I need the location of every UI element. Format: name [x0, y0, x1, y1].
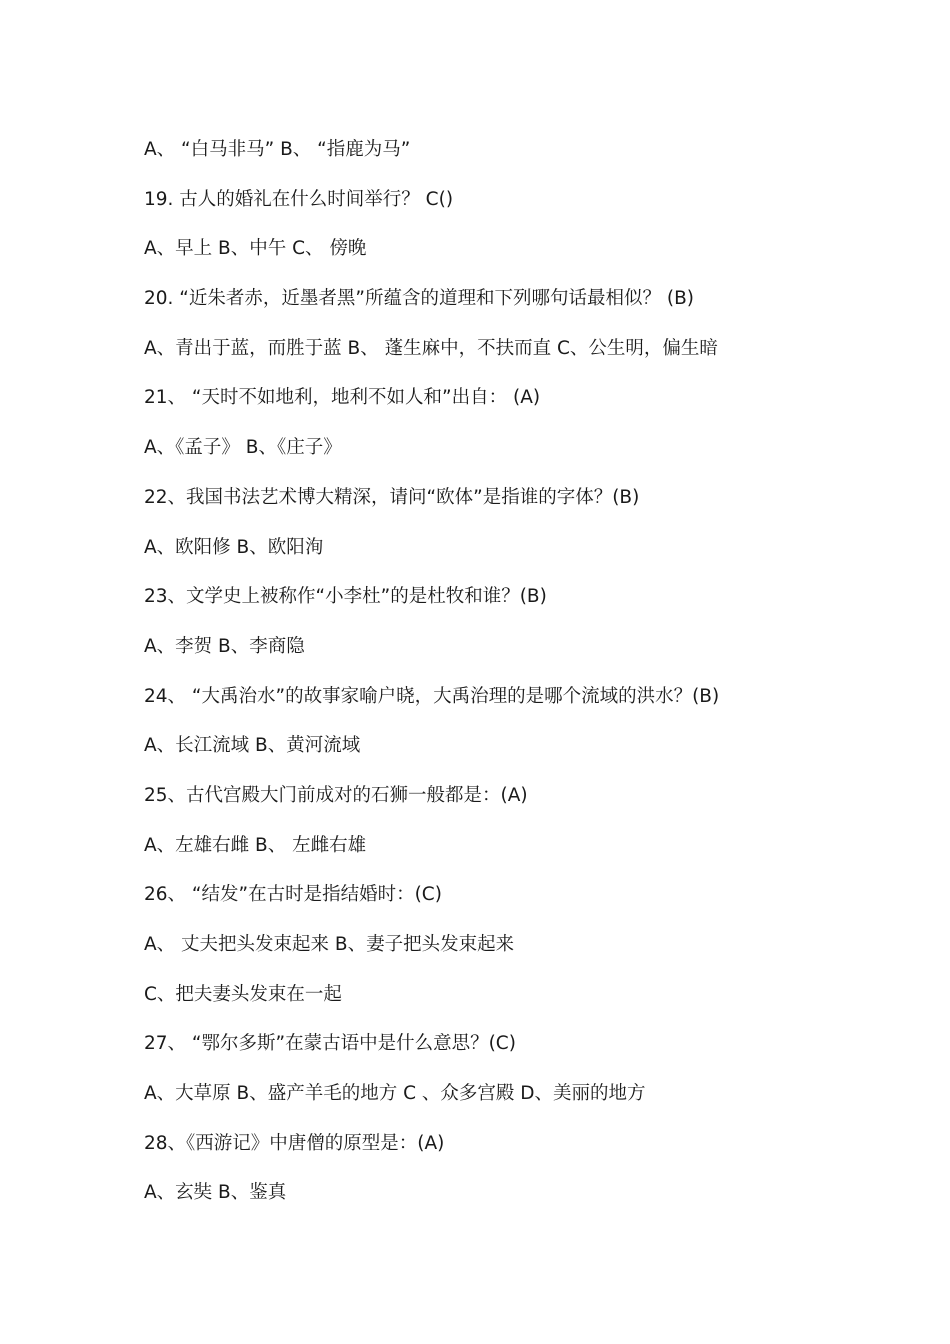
- question-line: 23、文学史上被称作“小李杜”的是杜牧和谁？(B): [144, 586, 547, 608]
- options-line: A、欧阳修 B、欧阳洵: [144, 536, 324, 558]
- options-line: A、大草原 B、盛产羊毛的地方 C 、众多宫殿 D、美丽的地方: [144, 1083, 646, 1105]
- question-line: 28、《西游记》中唐僧的原型是：(A): [144, 1132, 445, 1154]
- question-line: 19. 古人的婚礼在什么时间举行？ C(): [144, 188, 454, 210]
- question-line: 26、 “结发”在古时是指结婚时：(C): [144, 884, 442, 906]
- question-line: 22、我国书法艺术博大精深，请问“欧体”是指谁的字体？(B): [144, 486, 640, 508]
- options-line: A、李贺 B、李商隐: [144, 635, 305, 657]
- options-line: A、长江流域 B、黄河流域: [144, 735, 361, 757]
- question-list: [144, 133, 924, 1226]
- options-line: A、青出于蓝，而胜于蓝 B、 蓬生麻中，不扶而直 C、公生明，偏生暗: [144, 337, 718, 359]
- options-line: A、玄奘 B、鉴真: [144, 1182, 287, 1204]
- text-line: A、 “白马非马” B、 “指鹿为马”: [144, 139, 411, 160]
- question-line: 21、 “天时不如地利，地利不如人和”出自： (A): [144, 387, 541, 409]
- options-line: A、 丈夫把头发束起来 B、妻子把头发束起来: [144, 934, 515, 955]
- options-line: C、把夫妻头发束在一起: [144, 983, 342, 1005]
- question-line: 24、 “大禹治水”的故事家喻户晓，大禹治理的是哪个流域的洪水？(B): [144, 685, 720, 707]
- options-line: A、左雄右雌 B、 左雌右雄: [144, 834, 367, 856]
- question-line: 25、古代宫殿大门前成对的石狮一般都是：(A): [144, 784, 528, 806]
- question-line: 27、 “鄂尔多斯”在蒙古语中是什么意思？(C): [144, 1033, 516, 1055]
- options-line: A、早上 B、中午 C、 傍晚: [144, 238, 367, 260]
- options-line: A、《孟子》 B、《庄子》: [144, 437, 342, 459]
- question-line: 20. “近朱者赤，近墨者黑”所蕴含的道理和下列哪句话最相似？ (B): [144, 288, 694, 310]
